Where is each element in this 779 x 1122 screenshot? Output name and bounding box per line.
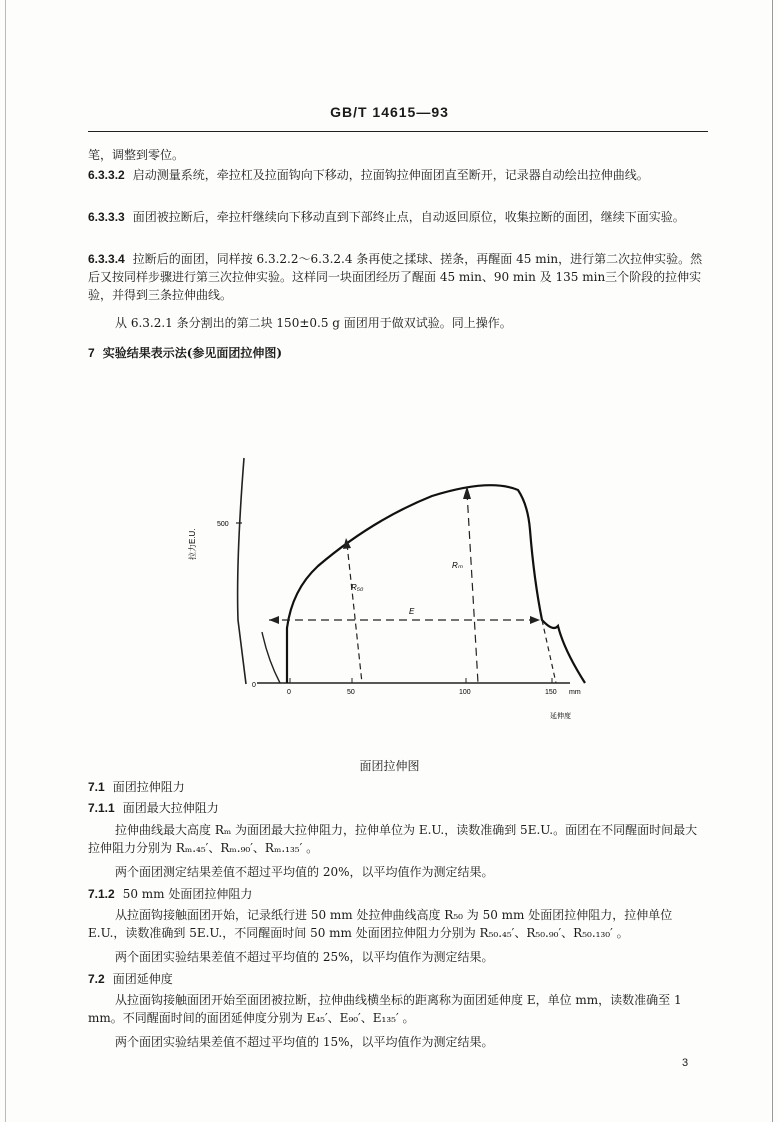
- extension-curve: [287, 485, 585, 683]
- section-7-1-2-paragraph-1: 从拉面钩接触面团开始，记录纸行进 50 mm 处拉伸曲线高度 R₅₀ 为 50 mm 处面团拉伸阻力，拉伸单位 E.U.，读数准确到 5E.U.，不同醒面时间 50 mm 处面团拉伸阻力分别为 R₅₀.₄₅′、R₅₀.₉₀′、R₅₀.₁₃₀′ 。: [88, 908, 673, 940]
- clause-text: 启动测量系统，牵拉杠及拉面钩向下移动，拉面钩拉伸面团直至断开，记录器自动绘出拉伸曲线。: [132, 168, 649, 182]
- page-number: 3: [682, 1057, 689, 1069]
- dimension-Rm-line: [467, 492, 478, 683]
- section-title: 50 mm 处面团拉伸阻力: [122, 887, 253, 901]
- dimension-E-right-arrow: [530, 616, 540, 624]
- dimension-E-label: E: [409, 607, 415, 616]
- clause-text: 拉断后的面团，同样按 6.3.2.2～6.3.2.4 条再使之揉球、搓条，再醒面 45 min，进行第二次拉伸实验。然后又按同样步骤进行第三次拉伸实验。这样同一块面团经历了醒面 45 min、90 min 及 135 min三个阶段的拉伸实验，并得到三条拉伸曲线。: [88, 252, 703, 302]
- x-tick-label-50: 50: [347, 689, 355, 696]
- section-7-1-heading: [88, 778, 708, 796]
- section-number: 7.1.2: [88, 887, 115, 901]
- dimension-E-left-arrow: [269, 616, 279, 624]
- dimension-R50-arrow: [343, 538, 351, 549]
- section-7-1-1-paragraph-1: 拉伸曲线最大高度 Rₘ 为面团最大拉伸阻力，拉伸单位为 E.U.，读数准确到 5E.U.。面团在不同醒面时间最大拉伸阻力分别为 Rₘ.₄₅′、Rₘ.₉₀′、Rₘ.₁₃₅′ 。: [88, 823, 698, 855]
- section-7-1-2-paragraph-2: 两个面团实验结果差值不超过平均值的 25%，以平均值作为测定结果。: [115, 950, 494, 964]
- section-7-1-2-heading: [88, 885, 708, 903]
- section-title: 面团拉伸阻力: [112, 780, 185, 794]
- clause-text: 面团被拉断后，牵拉杆继续向下移动直到下部终止点，自动返回原位，收集拉断的面团，继续下面实验。: [132, 210, 685, 224]
- clause-number: 6.3.3.2: [88, 168, 125, 182]
- x-unit-label: mm: [569, 689, 581, 696]
- clause-number: 6.3.3.3: [88, 210, 125, 224]
- y-axis-label: 拉力E.U.: [188, 528, 197, 560]
- paragraph-double-test: 从 6.3.2.1 条分割出的第二块 150±0.5 g 面团用于做双试验。同上操作。: [115, 316, 512, 330]
- section-7-1-1-heading: [88, 799, 708, 817]
- section-7-2-heading: [88, 970, 708, 988]
- section-7-1-1-paragraph-2: 两个面团测定结果差值不超过平均值的 20%，以平均值作为测定结果。: [115, 865, 494, 879]
- section-number: 7.1: [88, 780, 105, 794]
- section-title: 面团延伸度: [112, 972, 173, 986]
- dimension-R50-label: R₅₀: [351, 583, 364, 592]
- dimension-break-line: [542, 620, 556, 683]
- section-number: 7.1.1: [88, 801, 115, 815]
- section-number: 7: [88, 346, 95, 360]
- clause-number: 6.3.3.4: [88, 252, 125, 266]
- x-axis-label: 延伸度: [550, 713, 571, 720]
- standard-header: GB/T 14615—93: [330, 104, 449, 120]
- x-tick-label-150: 150: [545, 689, 557, 696]
- figure-caption: 面团拉伸图: [359, 759, 420, 773]
- x-tick-label-0: 0: [287, 689, 291, 696]
- x-tick-label-100: 100: [459, 689, 471, 696]
- section-7-2-paragraph-1: 从拉面钩接触面团开始至面团被拉断，拉伸曲线横坐标的距离称为面团延伸度 E，单位 mm，读数准确至 1 mm。不同醒面时间的面团延伸度分别为 E₄₅′、E₉₀′、E₁₃₅′ 。: [88, 993, 682, 1025]
- section-title: 实验结果表示法(参见面团拉伸图): [102, 346, 283, 360]
- dimension-R50-line: [347, 544, 362, 683]
- y-tick-label-500: 500: [217, 521, 229, 528]
- section-title: 面团最大拉伸阻力: [122, 801, 219, 815]
- dimension-Rm-label: Rₘ: [452, 561, 463, 570]
- section-number: 7.2: [88, 972, 105, 986]
- y-axis: [238, 458, 246, 684]
- y-zero-label: 0: [252, 682, 256, 689]
- paragraph-continuation: 笔，调整到零位。: [88, 148, 185, 162]
- curve-left-base: [262, 632, 280, 683]
- section-7-2-paragraph-2: 两个面团实验结果差值不超过平均值的 15%，以平均值作为测定结果。: [115, 1035, 494, 1049]
